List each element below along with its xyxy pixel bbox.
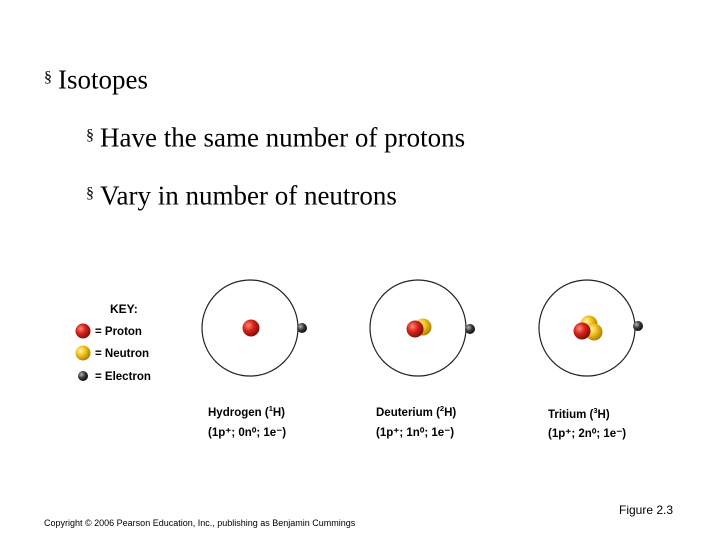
hydrogen-atom — [202, 280, 307, 439]
neutron-key-icon — [76, 346, 91, 361]
bullet-marker: § — [44, 68, 52, 86]
electron-icon — [465, 324, 475, 334]
key-proton-label: = Proton — [95, 326, 142, 338]
proton-key-icon — [76, 324, 91, 339]
deuterium-atom — [370, 280, 475, 439]
electron-icon — [633, 321, 643, 331]
tritium-label: Tritium ($^3$H) — [548, 406, 610, 421]
proton-icon — [574, 323, 591, 340]
key-legend — [76, 302, 151, 383]
bullet-same-protons — [86, 120, 465, 153]
tritium-composition: (1p⁺; 2n⁰; 1e⁻) — [548, 428, 627, 440]
hydrogen-composition: (1p⁺; 0n⁰; 1e⁻) — [208, 427, 287, 439]
key-electron-label: = Electron — [95, 371, 151, 383]
bullet-main-text: Isotopes — [58, 64, 148, 95]
bullet-isotopes — [44, 62, 148, 95]
bullet-vary-neutrons — [86, 178, 397, 211]
proton-icon — [243, 320, 260, 337]
tritium-atom — [539, 280, 643, 440]
bullet-marker: § — [86, 126, 94, 144]
key-neutron-label: = Neutron — [95, 348, 149, 360]
proton-icon — [407, 321, 424, 338]
copyright-notice: Copyright © 2006 Pearson Education, Inc., publishing as Benjamin Cummings — [44, 518, 356, 528]
deuterium-label: Deuterium ($^2$H) — [376, 404, 457, 419]
figure-number: Figure 2.3 — [619, 503, 674, 517]
deuterium-composition: (1p⁺; 1n⁰; 1e⁻) — [376, 427, 455, 439]
electron-key-icon — [78, 371, 88, 381]
isotope-figure — [60, 270, 660, 450]
hydrogen-label: Hydrogen ($^1$H) — [208, 404, 286, 419]
bullet-marker: § — [86, 184, 94, 202]
electron-icon — [297, 323, 307, 333]
bullet-sub1-text: Have the same number of protons — [100, 122, 466, 153]
key-title: KEY: — [110, 302, 138, 316]
bullet-sub2-text: Vary in number of neutrons — [100, 180, 397, 211]
